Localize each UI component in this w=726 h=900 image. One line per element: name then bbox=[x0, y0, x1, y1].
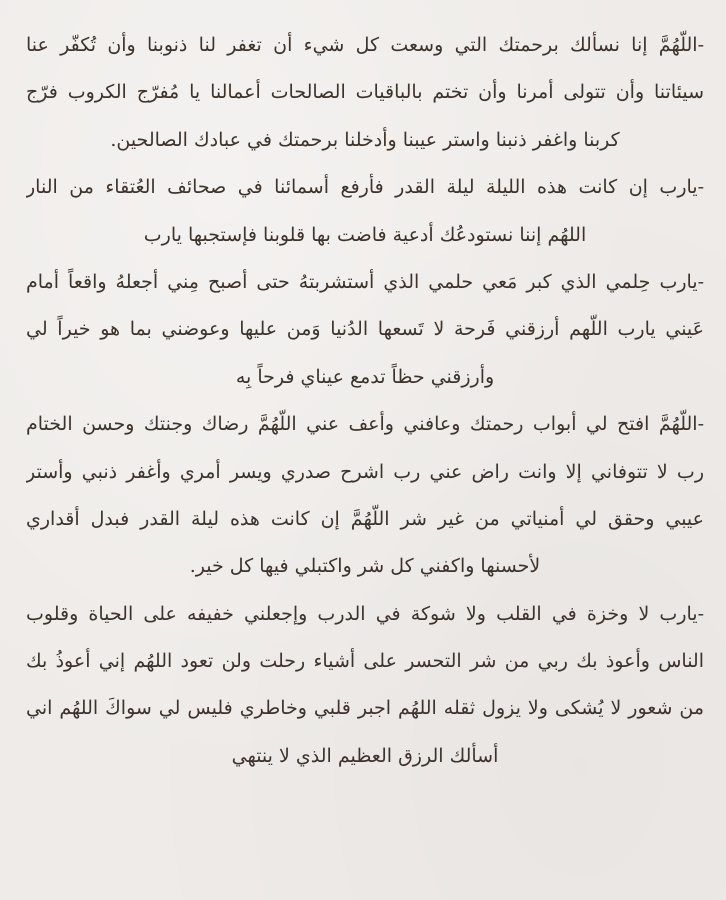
text-line-9: -اللّهُمَّ افتح لي أبواب رحمتك وعافني وأعف عني اللّهُمَّ رضاك وجنتك وحسن الختام bbox=[26, 413, 704, 436]
text-line-10: رب لا تتوفاني إلا وانت راض عني رب اشرح صدري ويسر أمري وأغفر ذنبي وأستر bbox=[26, 460, 704, 483]
text-line-8: وأرزقني حظاً تدمع عيناي فرحاً بِه bbox=[235, 365, 495, 388]
text-line-3: كربنا واغفر ذنبنا واستر عيبنا وأدخلنا برحمتك في عبادك الصالحين. bbox=[110, 128, 620, 151]
text-line-6: -يارب حِلمي الذي كبر مَعي حلمي الذي أستشربتهُ حتى أصبح مِني أجعلهُ واقعاً أمام bbox=[26, 270, 704, 293]
text-line-4: -يارب إن كانت هذه الليلة ليلة القدر فأرفع أسمائنا في صحائف العُتقاء من النار bbox=[26, 176, 704, 199]
text-line-12: لأحسنها واكفني كل شر واكتبلي فيها كل خير. bbox=[189, 555, 541, 578]
text-line-5: اللهُم إننا نستودعُك أدعية فاضت بها قلوبنا فإستجبها يارب bbox=[143, 223, 587, 246]
text-line-13: -يارب لا وخزة في القلب ولا شوكة في الدرب وإجعلني خفيفه على الحياة وقلوب bbox=[26, 602, 704, 625]
text-line-1: -اللّهُمَّ إنا نسألك برحمتك التي وسعت كل شيء أن تغفر لنا ذنوبنا وأن تُكفّر عنا bbox=[26, 34, 704, 56]
text-line-2: سيئاتنا وأن تتولى أمرنا وأن تختم بالباقيات الصالحات أعمالنا يا مُفرّج الكروب فرّج bbox=[26, 81, 704, 104]
text-line-15: من شعور لا يُشكى ولا يزول ثقله اللهُم اجبر قلبي وخاطري فليس لي سواكَ اللهُم اني bbox=[26, 697, 704, 720]
text-line-14: الناس وأعوذ بك ربي من شر التحسر على أشياء رحلت ولن تعود اللهُم إني أعوذُ بك bbox=[26, 650, 704, 673]
text-line-16: أسألك الرزق العظيم الذي لا ينتهي bbox=[231, 744, 499, 767]
text-line-7: عَيني يارب اللّهم أرزقني فَرحة لا تَسعها الدُنيا وَمن عليها وعوضني بما هو خيراً لي bbox=[26, 318, 704, 341]
text-line-11: عيبي وحقق لي أمنياتي من غير شر اللّهُمَّ إن كانت هذه ليلة القدر فبدل أقداري bbox=[26, 507, 704, 530]
prayer-text bbox=[26, 22, 704, 780]
